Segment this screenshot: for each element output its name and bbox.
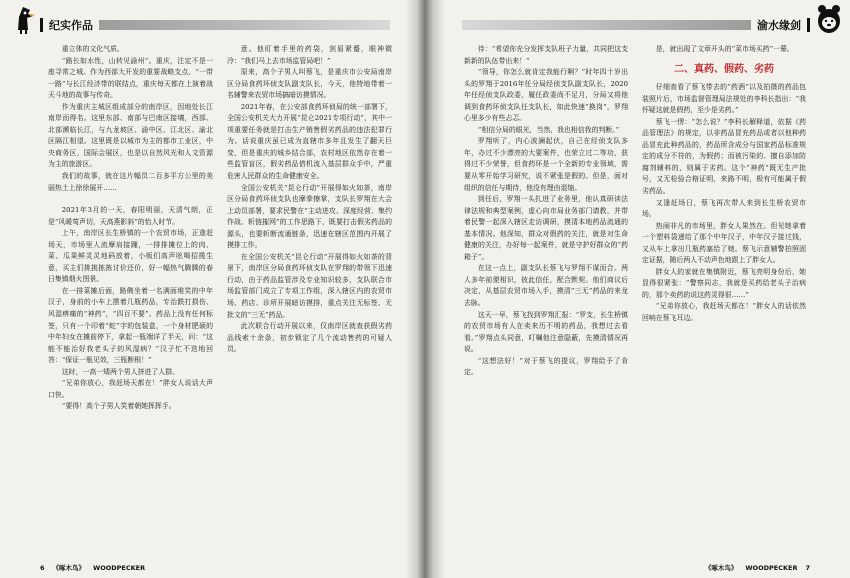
footer-brand: WOODPECKER [745,563,798,572]
paragraph: 这天一早，蔡飞找到罗翔汇报：“罗支，长生桥镇的农贸市场有人在卖来历不明的药品，我想过去看看。”罗翔点头同意，叮嘱他注意隐蔽，先摸清情况再说。 [464,310,628,354]
footer-brand: WOODPECKER [93,563,146,572]
left-columns [48,44,392,556]
footer-magazine: 《啄木鸟》 [52,564,86,572]
paragraph: 意。他盯着手里的药袋，剑眉紧蹙，眼神微冷：“我们马上去市场监管局吧！” [227,45,392,65]
paragraph: “领导，你怎么就肯定我能行啊？”时年四十岁出头的罗翔于2016年任分局经侦支队副支队长，2020年任经侦支队政委，履任政委尚不足月，分局又将他调到食药环侦支队任支队长，如此快速“换岗”，罗翔心里多少有些忐忑。 [464,68,628,123]
paragraph: 上午，南岸区长生桥镇的一个农贸市场，正逢赶场天，市场里人流摩肩接踵，一排排摊位上的肉、菜、瓜果鲜灵灵地码放着，小贩们高声吆喝招揽生意，买主们挑挑拣拣讨价还价，好一幅热气腾腾的春日集镇烟火图景。 [48,229,213,284]
paragraph: 到任后，罗翔一头扎进了业务里，他认真研读法律法规和典型案例，虚心向市局业务部门请教，并带着民警一起深入辖区走访调研，摸清本地药品流通的基本情况。他深知，群众对假药的关注，就是对生命健康的关注，办好每一起案件，就是守护好群众的“药箱子”。 [464,195,628,261]
header-rule [99,20,390,30]
woodpecker-mascot-icon [10,4,36,36]
paragraph: “路长如水性，山转见渝州”。重庆，注定不是一座寻常之城。作为西部大开发的重要战略支点、“一带一路”与长江经济带的联结点，重庆每天都在上演着战天斗地的故事与传奇。 [48,56,213,100]
text-column-1 [48,44,213,556]
paragraph: 在这一点上，副支队长蔡飞与罗翔不谋而合。两人多年前便相识，彼此信任，配合默契。他们商议后决定，从基层农贸市场入手，摸清“三无”药品的来龙去脉。 [464,264,628,308]
paragraph: 2021年3月的一天，春阳明丽，天清气朗，正是“风暖莺声切，天高燕影斜”的怡人时节。 [48,206,213,226]
footer-magazine: 《啄木鸟》 [704,564,738,572]
paragraph: 蔡飞一愣：“怎么说？”李科长解释道，依据《药品管理法》的规定，以非药品冒充药品或者以他种药品冒充此种药品的，药品所含成分与国家药品标准规定的成分不符的，为假药；而被污染的、擅自添加防腐剂辅料的，则属于劣药。这个“神药”既无生产批号，又无检验合格证明，来路不明，极有可能属于假劣药品。 [642,117,806,196]
paragraph: 作为重庆主城区组成部分的南岸区，因地处长江南岸而得名。这里东部、南部与巴南区接壤，西部、北部濒临长江，与九龙坡区、渝中区、江北区、渝北区隔江相望。这里既是以城市为主的都市工业区，中央商务区，国际会展区，也是以自然风光和人文资源为主的旅游区。 [48,102,213,169]
paragraph: “兄弟你放心，我赶场天都在！”胖女人说话大声口快。 [48,379,213,399]
section-label: 渝水缘剑 [757,19,801,32]
page-number: 6 [40,563,45,572]
right-footer [705,563,810,572]
paragraph: 2021年春，在公安部食药环侦局的统一部署下，全国公安机关大力开展“昆仑2021专项行动”，其中一项重要任务就是打击生产销售假劣药品的违法犯罪行为。话说重庆虽已成为直辖市多年且发生了翻天巨变，但是重庆的城乡结合部，农村地区依然存在着一些监管盲区，假劣药品借机流入基层群众手中，严重危害人民群众的生命健康安全。 [227,102,392,181]
paragraph: 是，就出现了文章开头的“菜市场买药”一幕。 [655,45,794,53]
text-column-3 [464,44,628,556]
bear-mascot-icon [816,4,842,36]
paragraph: 重立体的文化气质。 [61,45,124,53]
paragraph: “兄弟你放心，我赶场天都在！”胖女人的话依然回响在蔡飞耳边。 [642,302,806,323]
section-heading: 二、真药、假药、劣药 [674,63,774,75]
paragraph: 这时，一高一矮两个男人挤进了人群。 [61,367,179,376]
paragraph: 在全国公安机关“昆仑行动”开展得如火如荼的背景下，南岸区分局食药环侦支队在罗翔的带领下迅速行动，由于药品监管涉及专业知识较多，支队联合市场监管部门成立了专项工作组，深入辖区内的农贸市场、药店、诊所开展暗访摸排，重点关注无标签、无批文的“三无”药品。 [227,252,392,319]
page-number: 7 [805,563,810,572]
right-header [462,16,810,34]
text-column-4 [642,44,806,556]
paragraph: 热闹非凡的市场里，胖女人果然在。但见她拿着一个塑料袋递给了那个中年汉子，中年汉子接过钱，又从车上拿出几瓶药塞给了她。蔡飞示意辅警拍照固定证据，随后两人不动声色地跟上了胖女人。 [642,221,806,265]
header-bar-mark [807,18,810,32]
book-gutter [405,0,445,578]
right-columns [464,44,806,556]
left-page [0,0,420,578]
header-rule [462,20,751,30]
paragraph: 罗翔听了，内心波澜起伏，自己在经侦支队多年，办过不少漂亮的大要案件，也荣立过二等功，获得过不少荣誉，但食药环是一个全新的专业领域，需要从零开始学习研究，说不紧张是假的。但是，面对组织的信任与期待，他没有理由退缩。 [464,137,628,192]
paragraph: 全国公安机关“昆仑行动”开展得如火如荼，南岸区分局食药环侦支队也摩拳擦掌，支队长罗翔在大会上动员部署，要求民警在“主动进攻、深度经营、集约作战、斩链摧网”的工作思路下，既要打击假劣药品的源头，也要斩断流通链条，迅速在辖区范围内开展了摸排工作。 [227,183,392,250]
paragraph: “要得！高个子男人笑着朝她挥挥手。 [61,402,176,411]
section-label: 纪实作品 [49,19,93,32]
paragraph: 待：“希望你充分发挥支队班子力量，共同把这支新新的队伍带出来！” [464,45,628,65]
right-page [432,0,850,578]
text-column-2 [227,44,392,556]
paragraph: 仔细查看了蔡飞带去的“药酒”以及拍摄的药品包装照片后，市场监督管理局法规处的李科长指出：“我怀疑这就是假药，至少是劣药。” [642,83,806,115]
paragraph: 原来，高个子男人叫蔡飞，是重庆市公安局南岸区分局食药环侦支队副支队长，今天，他特地带着一名辅警来农贸市场搞暗访摸情况。 [227,68,392,100]
paragraph: 此次联合行动开展以来，仅南岸区就查获假劣药品线索十余条，初步锁定了几个流动售药的可疑人员。 [227,322,392,354]
paragraph-break [48,194,213,205]
paragraph: 胖女人的家就在集镇附近，蔡飞亮明身份后，她显得很紧张：“警察同志，我就是买药给老头子治病的，那个卖药的说这药灵得很……” [642,267,806,299]
left-header [40,16,390,34]
left-footer [40,563,145,572]
paragraph: 又逢赶场日，蔡飞再次带人来到长生桥农贸市场。 [642,198,806,219]
paragraph: “相信分局的眼光，当然，我也相信我的判断。” [477,125,620,134]
paragraph: 在一排菜摊后面，路侧坐着一名满面堆笑的中年汉子，身前的小车上摆着几瓶药品，专治跌打损伤、风湿痹痛的“神药”，“四百不要”。药品上没有任何标签，只有一个印着“蛇”字的包装盒，一个身材肥硕的中年妇女在摊前停下，拿起一瓶端详了半天，问：“这能不能治好我老头子的风湿病？”汉子忙不迭地回答：“保证一瓶见效，三瓶断根！” [48,286,213,365]
paragraph: “这想法好！”对于蔡飞的提议，罗翔给予了肯定。 [464,356,628,377]
paragraph: 我们的故事，就在这片幅员二百多平方公里的美丽热土上徐徐展开…… [48,172,213,192]
